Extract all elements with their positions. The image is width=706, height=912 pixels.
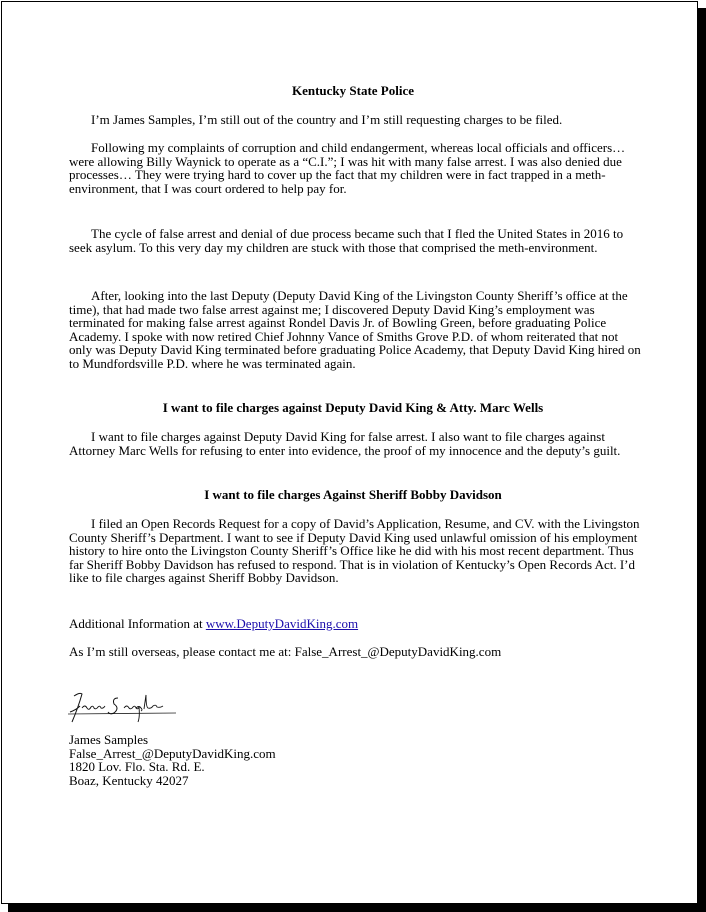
document-title: Kentucky State Police: [291, 83, 415, 98]
signature: [66, 688, 181, 728]
signer-email: False_Arrest_@DeputyDavidKing.com: [69, 745, 276, 761]
additional-info-line: [69, 617, 641, 631]
signer-street: 1820 Lov. Flo. Sta. Rd. E.: [69, 759, 205, 775]
website-link[interactable]: www.DeputyDavidKing.com: [205, 616, 359, 631]
paragraph-charges-king: I want to file charges against Deputy David King for false arrest. I also want to file charges against Attorney Marc Wells for refusing to enter into evidence, the proof of my innocence and the deputy’s guilt.: [69, 429, 621, 458]
paragraph-open-records: I filed an Open Records Request for a copy of David’s Application, Resume, and CV. with the Livingston County Sheriff’s Department. I want to see if Deputy David King used unlawful omission of his employment history to hire onto the Livingston County Sheriff’s Office like he did with his most recent department. Thus far Sheriff Bobby Davidson has refused to respond. That is in violation of Kentucky’s Open Records Act. I’d like to file charges against Sheriff Bobby Davidson.: [69, 516, 640, 586]
signature-block: [69, 733, 641, 787]
paragraph-intro: I’m James Samples, I’m still out of the country and I’m still requesting charges to be filed.: [91, 112, 563, 127]
contact-line: As I’m still overseas, please contact me at: False_Arrest_@DeputyDavidKing.com: [69, 644, 502, 659]
paragraph-complaints: Following my complaints of corruption and child endangerment, whereas local officials and officers… were allowing Billy Waynick to operate as a “C.I.”; I was hit with many false arrest. I was also denied due processes… They were trying hard to cover up the fact that my children were in fact trapped in a meth-environment, that I was court ordered to help pay for.: [69, 140, 626, 196]
additional-info-label: Additional Information at: [69, 616, 206, 631]
signer-name: James Samples: [69, 732, 149, 747]
paragraph-asylum: The cycle of false arrest and denial of due process became such that I fled the United States in 2016 to seek asylum. To this very day my children are stuck with those that comprised the meth-environment.: [69, 226, 624, 255]
heading-charges-king-wells: I want to file charges against Deputy David King & Atty. Marc Wells: [162, 400, 544, 415]
signer-city: Boaz, Kentucky 42027: [69, 772, 189, 788]
paragraph-deputy: After, looking into the last Deputy (Deputy David King of the Livingston County Sheriff’s office at the time), that had made two false arrest against me; I discovered Deputy David King’s employment was terminated for making false arrest against Rondel Davis Jr. of Bowling Green, before graduating Police Academy. I spoke with now retired Chief Johnny Vance of Smiths Grove P.D. of whom reiterated that not only was Deputy David King terminated before graduating Police Academy, that Deputy David King hired on to Mundfordsville P.D. where he was terminated again.: [69, 288, 641, 371]
heading-charges-davidson: I want to file charges Against Sheriff Bobby Davidson: [204, 487, 502, 502]
